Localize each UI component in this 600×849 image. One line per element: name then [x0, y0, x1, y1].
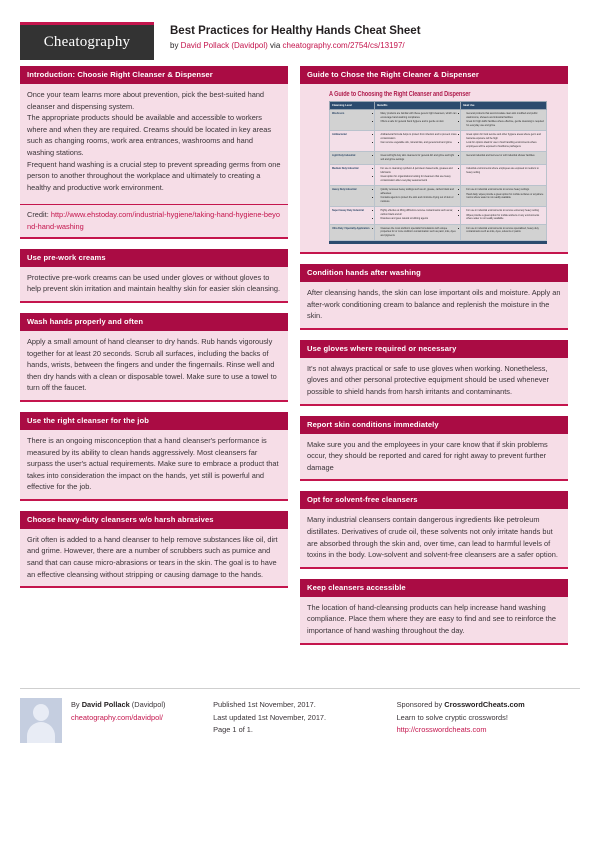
row-ideal-use — [461, 225, 547, 241]
ideal-item: ▪ For use in industrial environments to remove extremely heavy soiling — [466, 209, 544, 212]
row-label: Antibacterial — [330, 131, 375, 152]
footer-publish-meta — [213, 698, 396, 737]
published-date: Published 1st November, 2017. — [213, 700, 316, 709]
page-header — [0, 0, 600, 56]
updated-date: Last updated 1st November, 2017. — [213, 712, 327, 722]
footer-author-block — [20, 698, 213, 743]
card-title: Condition hands after washing — [300, 264, 568, 282]
card-title: Opt for solvent-free cleansers — [300, 491, 568, 509]
table-row — [330, 225, 547, 241]
row-benefits — [375, 152, 461, 165]
card-body — [20, 430, 288, 499]
credit-link[interactable]: http://www.ehstoday.com/industrial-hygiene/taking-hand-hygiene-beyond-hand-washing — [27, 210, 280, 231]
paragraph: After cleansing hands, the skin can lose important oils and moisture. Apply an after-work conditioning cream to balance and replenish the moisture in the skin. — [307, 288, 561, 321]
sponsor-name[interactable]: CrosswordCheats.com — [444, 700, 525, 709]
sponsor-tagline: Learn to solve cryptic crosswords! — [396, 712, 508, 722]
paragraph: Grit often is added to a hand cleanser to help remove substances like oil, dirt and grime. However, there are a number of scrubbers such as pumice and sand that can cause micro-abrasions or tears in the skin. The goal is to have an effective cleansing without stripping or causing damage to the hands. — [27, 534, 278, 579]
benefit-item: ▪ Many products are familiar with these generic light cleansers, which can encourage hand washing compliance — [380, 112, 458, 119]
row-ideal-use — [461, 152, 547, 165]
footer-author-handle: (Davidpol) — [129, 700, 166, 709]
cheatography-logo[interactable] — [20, 22, 154, 60]
row-label: Ultra Duty / Specialty Application — [330, 225, 375, 241]
guide-table-title: A Guide to Choosing the Right Cleanser and Dispenser — [329, 91, 471, 99]
card-title: Guide to Chose the Right Cleaner & Dispenser — [300, 66, 568, 84]
table-row — [330, 131, 547, 152]
card-title: Introduction: Choosie Right Cleanser & Dispenser — [20, 66, 288, 84]
content-columns — [0, 56, 600, 655]
benefit-item: ▪ Great soft light duty skin cleansers for general dirt and grime and light soil and grime settings — [380, 154, 458, 161]
left-column — [20, 66, 288, 598]
ideal-item: ▪ General products that accommodate clean skin modified and public washrooms, showers and industrial facilities — [466, 112, 544, 119]
column-header-benefits: Benefits — [375, 102, 461, 110]
table-body — [330, 110, 547, 241]
benefit-item: ▪ For use in cleansing synthetic & petroleum based soils, greases and lubricants — [380, 167, 458, 174]
benefit-item: ▪ Offers a safe for general hand hygiene and is gentle on skin — [380, 120, 458, 123]
ideal-item: ▪ Look for options ideal for use in food handling environments where employees will be exposed to foodborne pathogens — [466, 141, 544, 148]
row-benefits — [375, 165, 461, 186]
byline-via: via — [267, 41, 283, 50]
footer-author-url[interactable]: cheatography.com/davidpol/ — [71, 712, 163, 722]
page-title: Best Practices for Healthy Hands Cheat Sheet — [170, 25, 421, 37]
benefit-item: ▪ Antibacterial formula helps to protect from infection and to prevent cross contamination — [380, 133, 458, 140]
paragraph: Apply a small amount of hand cleanser to dry hands. Rub hands vigorously together for at least 20 seconds. Scrub all surfaces, including the backs of hands, wrists, between the fingers and under the fingernails. Rinse well and then dry hands with a clean or disposable towel. Make sure to use a towel to turn off the faucet. — [27, 336, 277, 393]
benefit-item: ▪ Great option for organizations looking for cleansers that use heavy contamination after everyday seasonal work — [380, 175, 458, 182]
benefit-item: ▪ Quickly removes heavy soilings such as oil, grease, carbon black and adhesives — [380, 188, 458, 195]
card-body — [300, 282, 568, 328]
footer-publish-block — [213, 698, 396, 743]
card-title: Use the right cleanser for the job — [20, 412, 288, 430]
card-guide-table — [300, 66, 568, 254]
table-row — [330, 165, 547, 186]
ideal-item: ▪ Great option for food service and other hygiene areas where germ and bacteria exposure will be high — [466, 133, 544, 140]
column-header-ideal-use: Ideal Use — [461, 102, 547, 110]
column-header-cleansing-level: Cleansing Level — [330, 102, 375, 110]
paragraph: The location of hand-cleansing products can help increase hand washing compliance. Place them where they are easy to find and see to reinforce the importance of hand washing throughout the day. — [307, 602, 556, 636]
footer-author-prefix: By — [71, 700, 82, 709]
byline-prefix: by — [170, 41, 181, 50]
card-heavy-duty-cleansers — [20, 511, 288, 588]
avatar-head-shape — [33, 704, 49, 721]
card-body — [20, 529, 288, 586]
row-ideal-use — [461, 207, 547, 225]
card-body — [300, 509, 568, 566]
author-name[interactable]: David Pollack (Davidpol) — [180, 41, 268, 50]
footer-columns — [20, 698, 580, 743]
ideal-item: ▪ Great for high-traffic facilities where effective, gentle cleansing is required for everyday use and grime — [466, 120, 544, 127]
paragraph: There is an ongoing misconception that a hand cleanser's performance is measured by its ability to clean hands aggressively. Most cleansers far surpass the user's actual requirements. Make sure to embrace a product that takes into consideration the impact on the hands, yet still is powerful and effective for the job. — [27, 435, 279, 492]
benefit-item: ▪ Cleanses the most stubborn specialist formulations with unique properties for or more stubborn contamination such as paint, inks, dyes and pigments — [380, 227, 458, 237]
credit-label: Credit: — [27, 210, 51, 220]
row-benefits — [375, 186, 461, 207]
card-title: Use pre-work creams — [20, 249, 288, 267]
footer-divider — [20, 688, 580, 689]
guide-table-image — [307, 91, 561, 244]
byline — [170, 40, 580, 51]
table-row — [330, 152, 547, 165]
card-title: Report skin conditions immediately — [300, 416, 568, 434]
source-url-link[interactable]: cheatography.com/2754/cs/13197/ — [282, 41, 405, 50]
row-label: Light Duty Industrial — [330, 152, 375, 165]
card-right-cleanser — [20, 412, 288, 501]
paragraph: Protective pre-work creams can be used under gloves or without gloves to help prevent skin irritation and maintain healthy skin for easier skin cleansing. — [27, 272, 281, 294]
row-ideal-use — [461, 131, 547, 152]
row-benefits — [375, 225, 461, 241]
card-keep-cleansers-accessible — [300, 579, 568, 645]
card-body — [20, 267, 288, 301]
footer-sponsor-block — [397, 698, 580, 743]
card-title: Choose heavy-duty cleansers w/o harsh abrasives — [20, 511, 288, 529]
row-ideal-use — [461, 165, 547, 186]
row-label: Washroom — [330, 110, 375, 131]
card-title: Keep cleansers accessible — [300, 579, 568, 597]
card-title: Use gloves where required or necessary — [300, 340, 568, 358]
card-body — [20, 84, 288, 199]
paragraph: Frequent hand washing is a crucial step to prevent spreading germs from one person to another throughout the workplace and ultimately to creating a healthy and productive work environment. — [27, 159, 281, 192]
row-benefits — [375, 131, 461, 152]
guide-table — [329, 101, 547, 241]
card-condition-hands — [300, 264, 568, 330]
card-use-gloves — [300, 340, 568, 406]
card-body — [300, 84, 568, 252]
ideal-item: ▪ Hand daily, wipes provide a great option for mobile surfaces or anywhere rooms where water is not readily available — [466, 193, 544, 200]
card-pre-work-creams — [20, 249, 288, 303]
table-row — [330, 186, 547, 207]
row-benefits — [375, 110, 461, 131]
page-number: Page 1 of 1. — [213, 725, 253, 734]
card-report-skin-conditions — [300, 416, 568, 482]
ideal-item: ▪ General industrial and low level or soft industrial shower facilities — [466, 154, 544, 157]
paragraph: Many industrial cleansers contain dangerous ingredients like petroleum distillates. Derivatives of crude oil, these solvents not only irritate hands but are absorbed through the skin and, over time, can lead to harmful levels of toxins in the body. Low-solvent and solvent-free cleansers are a safer option. — [307, 515, 558, 560]
row-ideal-use — [461, 186, 547, 207]
table-header-row — [330, 102, 547, 110]
page-footer — [0, 688, 600, 743]
sponsor-line — [397, 699, 580, 712]
right-column — [300, 66, 568, 655]
footer-sponsor-meta — [397, 698, 580, 737]
footer-author-meta — [71, 698, 165, 743]
paragraph: It's not always practical or safe to use gloves when working. Nonetheless, gloves and other personal protective equipment should be used whenever possible to shield hands from harsh irritants and contaminants. — [307, 363, 549, 397]
card-title: Wash hands properly and often — [20, 313, 288, 331]
row-benefits — [375, 207, 461, 225]
ideal-item: ▪ Industrial environments where employees are exposed to medium to heavy soiling — [466, 167, 544, 174]
ideal-item: ▪ For use in industrial environments to remove specialized, heavy duty contaminants such as inks, dyes, solvents or paints — [466, 227, 544, 234]
title-block — [154, 22, 580, 51]
avatar-body-shape — [27, 722, 55, 743]
logo-text: Cheatography — [43, 34, 131, 50]
card-wash-hands — [20, 313, 288, 402]
card-body — [300, 597, 568, 643]
sponsor-url[interactable]: http://crosswordcheats.com — [396, 725, 487, 734]
table-row — [330, 110, 547, 131]
paragraph: Make sure you and the employees in your care know that if skin problems occur, they should be reported and cared for right away to prevent further damage — [307, 439, 548, 472]
footer-author-line — [71, 699, 165, 712]
row-ideal-use — [461, 110, 547, 131]
row-label: Heavy Duty Industrial — [330, 186, 375, 207]
paragraph: Once your team learns more about prevention, pick the best-suited hand cleanser and dispensing system. — [27, 90, 265, 111]
card-solvent-free-cleansers — [300, 491, 568, 568]
table-footer-bar — [329, 241, 547, 244]
row-label: Medium Duty Industrial — [330, 165, 375, 186]
benefit-item: ▪ Can remove vegetable oils, mineral fats, and general soil and grime — [380, 141, 458, 144]
benefit-item: ▪ Contains agents to protect the skin and minimize drying out of skin or moisture — [380, 196, 458, 203]
card-body — [20, 331, 288, 400]
row-label: Super Heavy Duty Industrial — [330, 207, 375, 225]
sponsor-prefix: Sponsored by — [396, 700, 445, 709]
card-body — [300, 358, 568, 404]
table-row — [330, 207, 547, 225]
ideal-item: ▪ For use in industrial environments to remove heavy soilings — [466, 188, 544, 191]
avatar — [20, 698, 62, 743]
benefit-item: ▪ Dissolves and goes natural scrubbing agents — [380, 217, 458, 220]
ideal-item: ▪ Wipes provide a great option for mobile workers or any environments where water is not readily available — [466, 214, 544, 221]
paragraph: The appropriate products should be available and accessible to workers where and when they are required. Creams should be located in key areas such as changing rooms, work area entrances, washrooms and hand washing stations. — [27, 113, 272, 157]
credit-block — [20, 205, 288, 236]
footer-author-name: David Pollack — [81, 700, 130, 709]
card-introduction — [20, 66, 288, 239]
card-body — [300, 434, 568, 480]
benefit-item: ▪ Highly effective at lifting difficult-to-remove contaminants such as tar, carbon black and oil — [380, 209, 458, 216]
